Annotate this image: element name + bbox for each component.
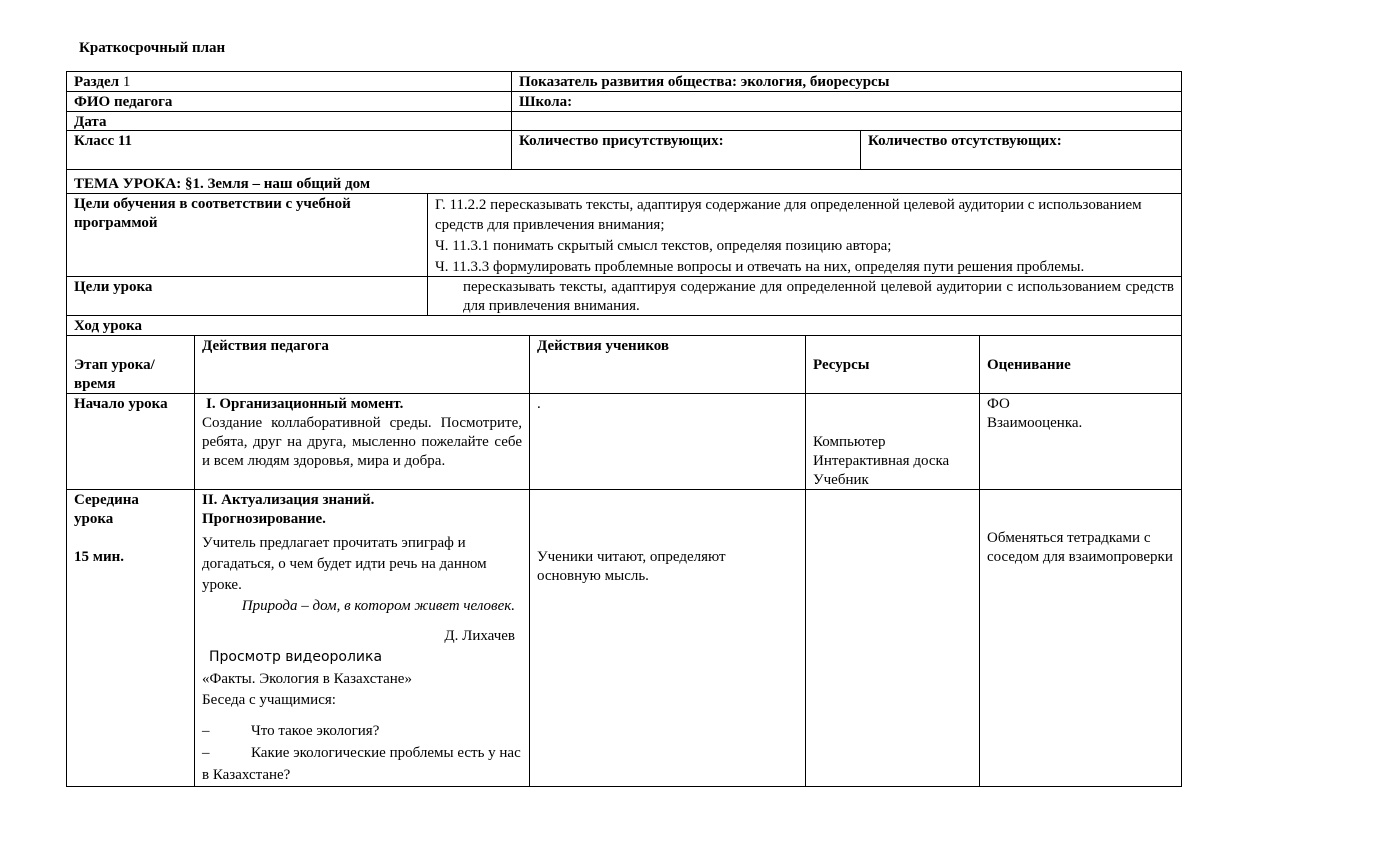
question-list <box>202 720 522 786</box>
column-header-teacher: Действия педагога <box>194 335 530 394</box>
learning-goal-item: Ч. 11.3.3 формулировать проблемные вопросы и отвечать на них, определяя пути решения проблемы. <box>435 259 1085 275</box>
document-title: Краткосрочный план <box>79 40 226 56</box>
question-text: Что такое экология? <box>251 723 380 739</box>
learning-goal-item: Ч. 11.3.1 понимать скрытый смысл текстов, определяя позицию автора; <box>435 238 892 254</box>
stage-middle-text: Середина урока <box>74 492 139 527</box>
learning-goals-list <box>427 193 1182 277</box>
class-label: Класс 11 <box>66 130 512 170</box>
section-cell <box>66 71 512 92</box>
column-header-stage-text: Этап урока/время <box>74 357 155 392</box>
assessment-beginning <box>979 393 1182 490</box>
video-label: Просмотр видеоролика <box>209 649 383 665</box>
stage-heading: I. Организационный момент. <box>206 396 404 412</box>
resources-middle <box>805 489 980 787</box>
student-actions-middle <box>529 489 806 787</box>
dash-bullet-icon: – <box>202 723 210 739</box>
question-item <box>202 720 522 742</box>
conversation-label: Беседа с учащимися: <box>202 692 336 708</box>
lesson-goals-label: Цели урока <box>66 276 428 316</box>
absent-count-label: Количество отсутствующих: <box>860 130 1182 170</box>
stage-heading: II. Актуализация знаний. Прогнозирование. <box>202 492 375 527</box>
stage-beginning: Начало урока <box>66 393 195 490</box>
resources-beginning <box>805 393 980 490</box>
teacher-name-label: ФИО педагога <box>66 91 512 112</box>
present-count-label: Количество присутствующих: <box>511 130 861 170</box>
epigraph: Природа – дом, в котором живет человек. <box>241 598 515 614</box>
column-header-resources <box>805 335 980 394</box>
assessment-item: Взаимооценка. <box>987 415 1083 431</box>
column-header-stage <box>66 335 195 394</box>
lesson-goals-text: пересказывать тексты, адаптируя содержание для определенной целевой аудитории с использованием средств для привлечения внимания. <box>427 276 1182 316</box>
stage-middle <box>66 489 195 787</box>
date-value-cell <box>511 111 1182 131</box>
section-label: Раздел <box>74 74 120 90</box>
question-text: Какие экологические проблемы есть у нас в Казахстане? <box>202 745 521 783</box>
column-header-students: Действия учеников <box>529 335 806 394</box>
student-actions-text: Ученики читают, определяют основную мысль. <box>537 549 726 584</box>
question-item <box>202 742 522 786</box>
lesson-topic: ТЕМА УРОКА: §1. Земля – наш общий дом <box>66 169 1182 194</box>
video-title: «Факты. Экология в Казахстане» <box>202 671 412 687</box>
column-header-assessment-text: Оценивание <box>987 357 1071 373</box>
dash-bullet-icon: – <box>202 745 210 761</box>
teacher-actions-middle <box>194 489 530 787</box>
assessment-item: ФО <box>987 396 1010 412</box>
teacher-actions-beginning <box>194 393 530 490</box>
learning-goals-label: Цели обучения в соответствии с учебной программой <box>66 193 428 277</box>
teacher-text: Учитель предлагает прочитать эпиграф и догадаться, о чем будет идти речь на данном уроке. <box>202 535 487 593</box>
student-actions-beginning: . <box>529 393 806 490</box>
stage-middle-time: 15 мин. <box>74 549 125 565</box>
column-header-resources-text: Ресурсы <box>813 357 870 373</box>
learning-goal-item: Г. 11.2.2 пересказывать тексты, адаптируя содержание для определенной целевой аудитории с использованием средств для привлечения внимания; <box>435 197 1142 233</box>
section-value: 1 <box>122 74 131 90</box>
assessment-middle <box>979 489 1182 787</box>
date-label: Дата <box>66 111 512 131</box>
resource-item: Компьютер <box>813 434 886 450</box>
lesson-progress-label: Ход урока <box>66 315 1182 336</box>
resource-item: Учебник <box>813 472 869 488</box>
school-label: Школа: <box>511 91 1182 112</box>
epigraph-author: Д. Лихачев <box>444 628 515 644</box>
indicator-cell: Показатель развития общества: экология, биоресурсы <box>511 71 1182 92</box>
assessment-text: Обменяться тетрадками с соседом для взаимопроверки <box>987 530 1173 565</box>
column-header-assessment <box>979 335 1182 394</box>
teacher-text: Создание коллаборативной среды. Посмотрите, ребята, друг на друга, мысленно пожелайте себе и всем людям здоровья, мира и добра. <box>202 415 522 469</box>
resource-item: Интерактивная доска <box>813 453 950 469</box>
